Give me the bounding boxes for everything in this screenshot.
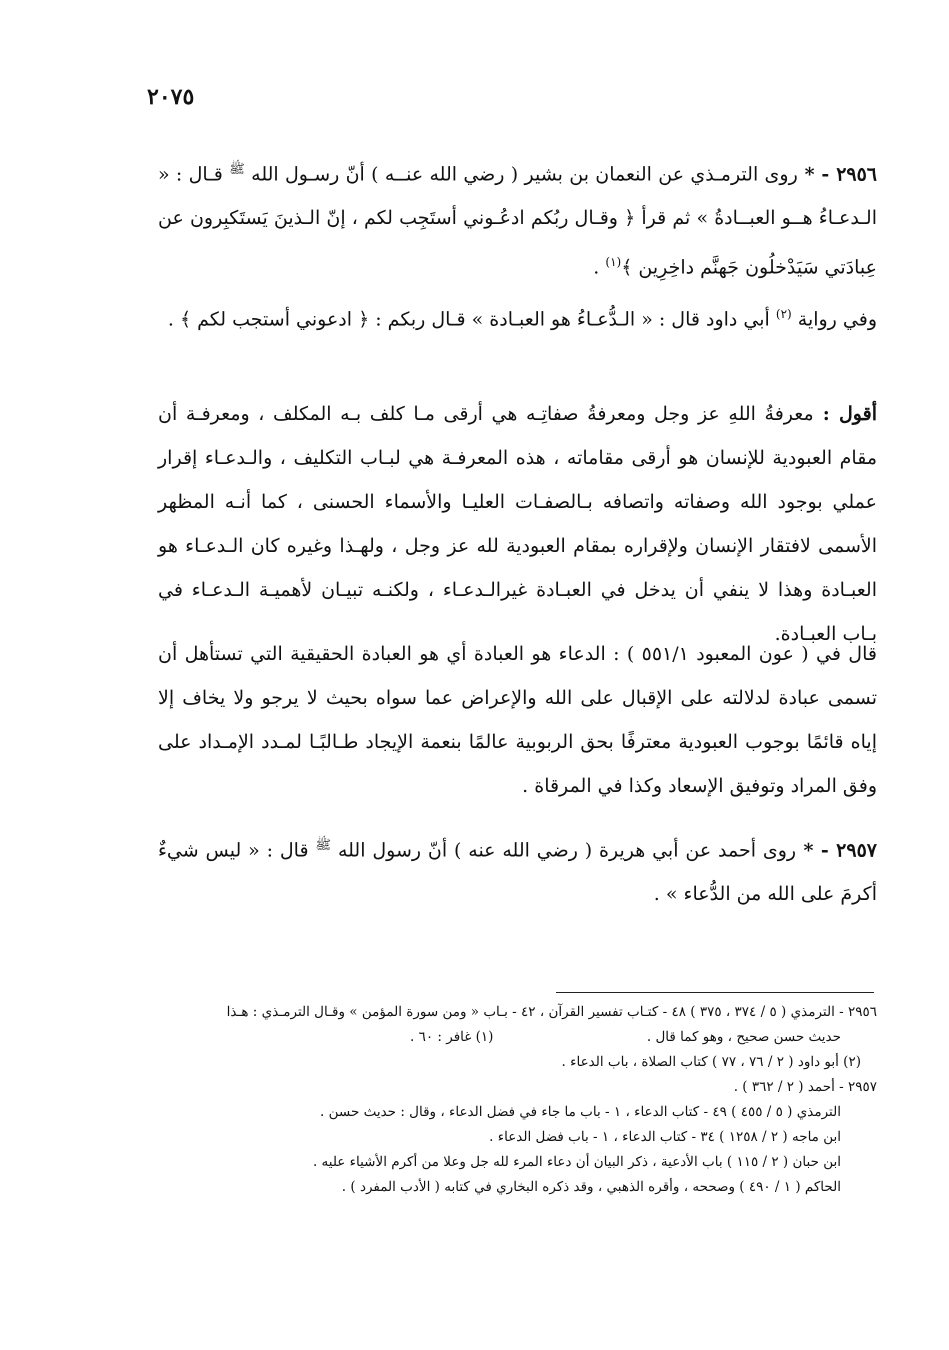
salutation-glyph: ﷺ	[229, 162, 245, 177]
hadith-2957-paragraph	[158, 824, 877, 916]
hadith-text-end: .	[593, 256, 606, 279]
footnote-line: الحاكم ( ١ / ٤٩٠ ) وصححه ، وأقره الذهبي ، وقد ذكره البخاري في كتابه ( الأدب المفرد ) .	[341, 1179, 841, 1195]
awn-al-mabud-paragraph	[158, 632, 877, 808]
narration-text: وفي رواية	[791, 308, 877, 331]
footnote-line	[160, 1025, 877, 1050]
hadith-text: روى الترمـذي عن النعمان بن بشير ( رضي الله عنــه ) أنّ رسـول الله	[244, 163, 798, 186]
footnote-line: ٢٩٥٦ - الترمذي ( ٥ / ٣٧٤ ، ٣٧٥ ) ٤٨ - كتـاب تفسير القرآن ، ٤٢ - بـاب « ومن سورة المؤمن » وقـال الترمـذي : هـذا	[226, 1004, 877, 1020]
commentary-lead: أقول :	[813, 403, 877, 425]
commentary-paragraph	[158, 392, 877, 656]
footnote-line: ابن ماجه ( ٢ / ١٢٥٨ ) ٣٤ - كتاب الدعاء ، ١ - باب فضل الدعاء .	[489, 1129, 841, 1145]
footnote-line: ٢٩٥٧ - أحمد ( ٢ / ٣٦٢ ) .	[733, 1079, 877, 1095]
footnotes	[160, 1000, 877, 1200]
footnote-line: (٢) أبو داود ( ٢ / ٧٦ ، ٧٧ ) كتاب الصلاة ، باب الدعاء .	[561, 1054, 861, 1070]
hadith-number: ٢٩٥٦ - *	[797, 163, 878, 186]
abu-dawud-narration-paragraph	[158, 292, 877, 341]
hadith-text-continued: قال : « ليس شيءٌ أكرمَ على الله من الدُّعاء » .	[158, 839, 877, 906]
page-number: ٢٠٧٥	[147, 84, 195, 110]
commentary-text: معرفةُ اللهِ عز وجل ومعرفةُ صفاتِـه هي أرقى مـا كلف بـه المكلف ، ومعرفـة أن مقام العبودية للإنسان هو أرقى مقاماته ، هذه المعرفـة هي لبـاب التكليف ، والـدعـاء إقرار عملي بوجود الله وصفاته واتصافه بـالصفـات العليـا والأسماء الحسنى ، كما أنـه المظهر الأسمى لافتقار الإنسان ولإقراره بمقام العبودية لله عز وجل ، ولهـذا وغيره كان الـدعـاء هو العبـادة وهذا لا ينفي أن يدخل في العبـادة غيرالـدعـاء ، ولكنـه تبيـان لأهميـة الـدعـاء في بـاب العبـادة.	[158, 403, 877, 645]
footnote-ref-1: (١)	[605, 255, 622, 270]
footnote-ref-2: (٢)	[775, 307, 792, 321]
footnote-text: حديث حسن صحيح ، وهو كما قال .	[646, 1029, 841, 1045]
salutation-glyph: ﷺ	[315, 838, 332, 853]
awn-text: قال في ( عون المعبود ٥٥١/١ ) : الدعاء هو العبادة أي هو العبادة الحقيقية التي تستأهل أن تسمى عبادة لدلالته على الإقبال على الله والإعراض عما سواه بحيث لا يرجو ولا يخاف إلا إياه قائمًا بوجوب العبودية معترفًا بحق الربوبية عالمًا بنعمة الإيجاد طـالبًـا لمـدد الإمـداد على وفق المراد وتوفيق الإسعاد وكذا في المرقاة .	[158, 643, 877, 797]
narration-text-continued: أبي داود قال : « الـدُّعـاءُ هو العبـادة » قـال ربكم : ﴿ ادعوني أستجب لكم ﴾ .	[167, 308, 776, 331]
hadith-number: ٢٩٥٧ - *	[796, 839, 877, 862]
footnote-separator	[556, 992, 874, 993]
footnote-line: ابن حبان ( ٢ / ١١٥ ) باب الأدعية ، ذكر البيان أن دعاء المرء لله جل وعلا من أكرم الأشياء عليه .	[312, 1154, 841, 1170]
hadith-text-continued: قـال : « الـدعـاءُ هــو العبــادةُ » ثم قرأ ﴿ وقـال ربُكم ادعُـوني أستَجِب لكم ، إنّ الـذينَ يَستَكبِرون عن عِبادَتي سَيَدْخلُون جَهنَّم داخِرِين ﴾	[158, 163, 877, 279]
hadith-2956-paragraph	[158, 148, 877, 290]
footnote-line: الترمذي ( ٥ / ٤٥٥ ) ٤٩ - كتاب الدعاء ، ١ - باب ما جاء في فضل الدعاء ، وقال : حديث حسن .	[320, 1104, 841, 1120]
footnote-text: (١) غافر : ٦٠ .	[410, 1029, 494, 1045]
hadith-text: روى أحمد عن أبي هريرة ( رضي الله عنه ) أنّ رسول الله	[331, 839, 797, 862]
